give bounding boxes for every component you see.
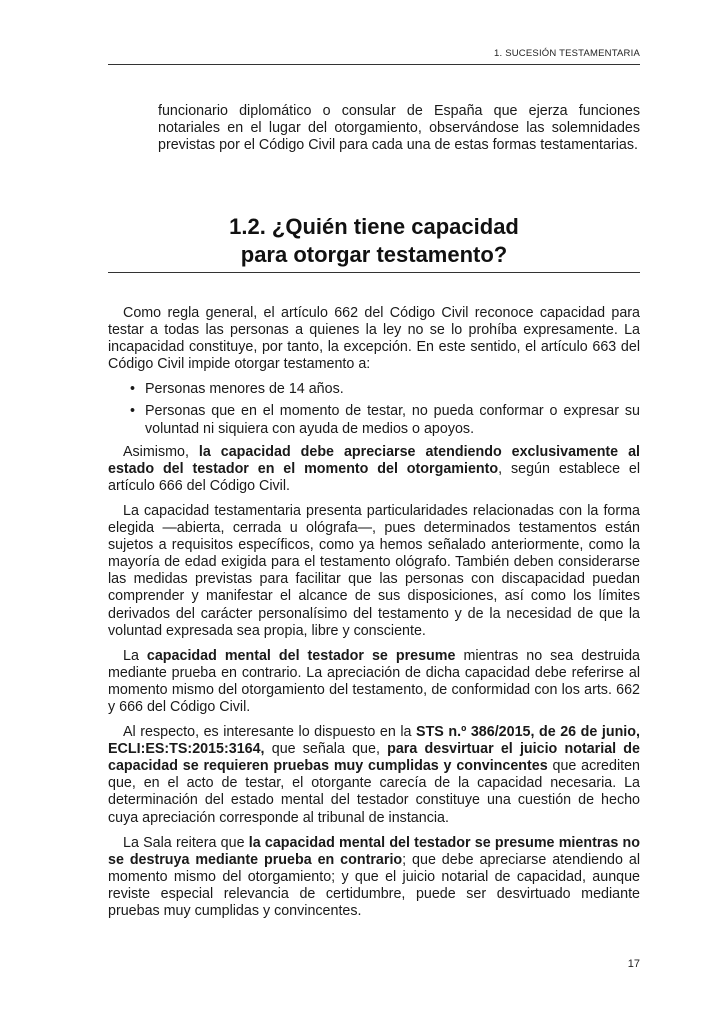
paragraph-2 <box>108 444 640 495</box>
paragraph-5-text-c: que señala que, <box>264 741 388 758</box>
paragraph-4 <box>108 648 640 716</box>
intro-paragraph: funcionario diplomático o consular de España que ejerza funciones notariales en el lugar del otorgamiento, observándose las solemnidades previstas por el Código Civil para cada una de estas formas testamentarias. <box>158 103 640 154</box>
paragraph-1: Como regla general, el artículo 662 del Código Civil reconoce capacidad para testar a todas las personas a quienes la ley no se lo prohíba expresamente. La incapacidad constituye, por tanto, la excepción. En este sentido, el artículo 663 del Código Civil impide otorgar testamento a: <box>108 305 640 373</box>
paragraph-2-text-c: , según establece el artículo 666 del Código Civil. <box>108 460 641 494</box>
header-rule <box>108 64 640 65</box>
paragraph-6-text-c: ; que debe apreciarse atendiendo al momento mismo del otorgamiento; y que el juicio notarial de capacidad, aunque reviste especial relevancia de certidumbre, puede ser desvirtuado mediante pruebas muy cumplidas y convincentes. <box>108 851 640 919</box>
paragraph-4-text-c: mientras no sea destruida mediante prueba en contrario. La apreciación de dicha capacidad debe referirse al momento mismo del otorgamiento del testamento, de conformidad con los arts. 662 y 666 del Código Civil. <box>108 647 641 715</box>
paragraph-5-bold-citation: STS n.º 386/2015, de 26 de junio, ECLI:ES:TS:2015:3164, <box>108 724 640 758</box>
paragraph-2-text-a: Asimismo, <box>123 443 199 460</box>
paragraph-3: La capacidad testamentaria presenta particularidades relacionadas con la forma elegida —abierta, cerrada u ológrafa—, pues determinados testamentos están sujetos a requisitos específicos, como ya hemos señalado anteriormente, como la mayoría de edad exigida para el testamento ológrafo. También deben considerarse las medidas previstas para facilitar que las personas con discapacidad puedan comprender y manifestar el alcance de sus disposiciones, así como los límites derivados del carácter personalísimo del testamento y de la necesidad de que la voluntad expresada sea propia, libre y consciente. <box>108 502 640 639</box>
bullet-item-2: • Personas que en el momento de testar, no pueda conformar o expresar su voluntad ni siquiera con ayuda de medios o apoyos. <box>130 403 640 437</box>
bullet-list <box>108 381 640 437</box>
paragraph-4-text-a: La <box>123 647 147 664</box>
paragraph-6-bold: la capacidad mental del testador se presume mientras no se destruya mediante prueba en contrario <box>108 834 640 868</box>
paragraph-6-text-a: La Sala reitera que <box>123 834 249 851</box>
paragraph-2-bold: la capacidad debe apreciarse atendiendo exclusivamente al estado del testador en el momento del otorgamiento <box>108 443 641 477</box>
paragraph-5 <box>108 724 640 827</box>
body-text <box>108 305 640 928</box>
paragraph-5-text-e: que acrediten que, en el acto de testar, el otorgante carecía de la capacidad necesaria. La determinación del estado mental del testador constituye una cuestión de hecho cuya apreciación corresponde al tribunal de instancia. <box>108 758 640 826</box>
section-title <box>108 213 640 269</box>
section-title-line-2: para otorgar testamento? <box>240 242 508 267</box>
page-number: 17 <box>627 958 640 970</box>
section-title-line-1: 1.2. ¿Quién tiene capacidad <box>229 214 519 239</box>
paragraph-6 <box>108 835 640 920</box>
bullet-item-1: • Personas menores de 14 años. <box>130 381 640 398</box>
paragraph-4-bold: capacidad mental del testador se presume <box>146 647 456 664</box>
running-head: 1. SUCESIÓN TESTAMENTARIA <box>494 48 640 59</box>
paragraph-5-text-a: Al respecto, es interesante lo dispuesto en la <box>123 724 417 741</box>
paragraph-5-bold-holding: para desvirtuar el juicio notarial de capacidad se requieren pruebas muy cumplidas y convincentes <box>108 741 640 775</box>
title-rule <box>108 272 640 273</box>
